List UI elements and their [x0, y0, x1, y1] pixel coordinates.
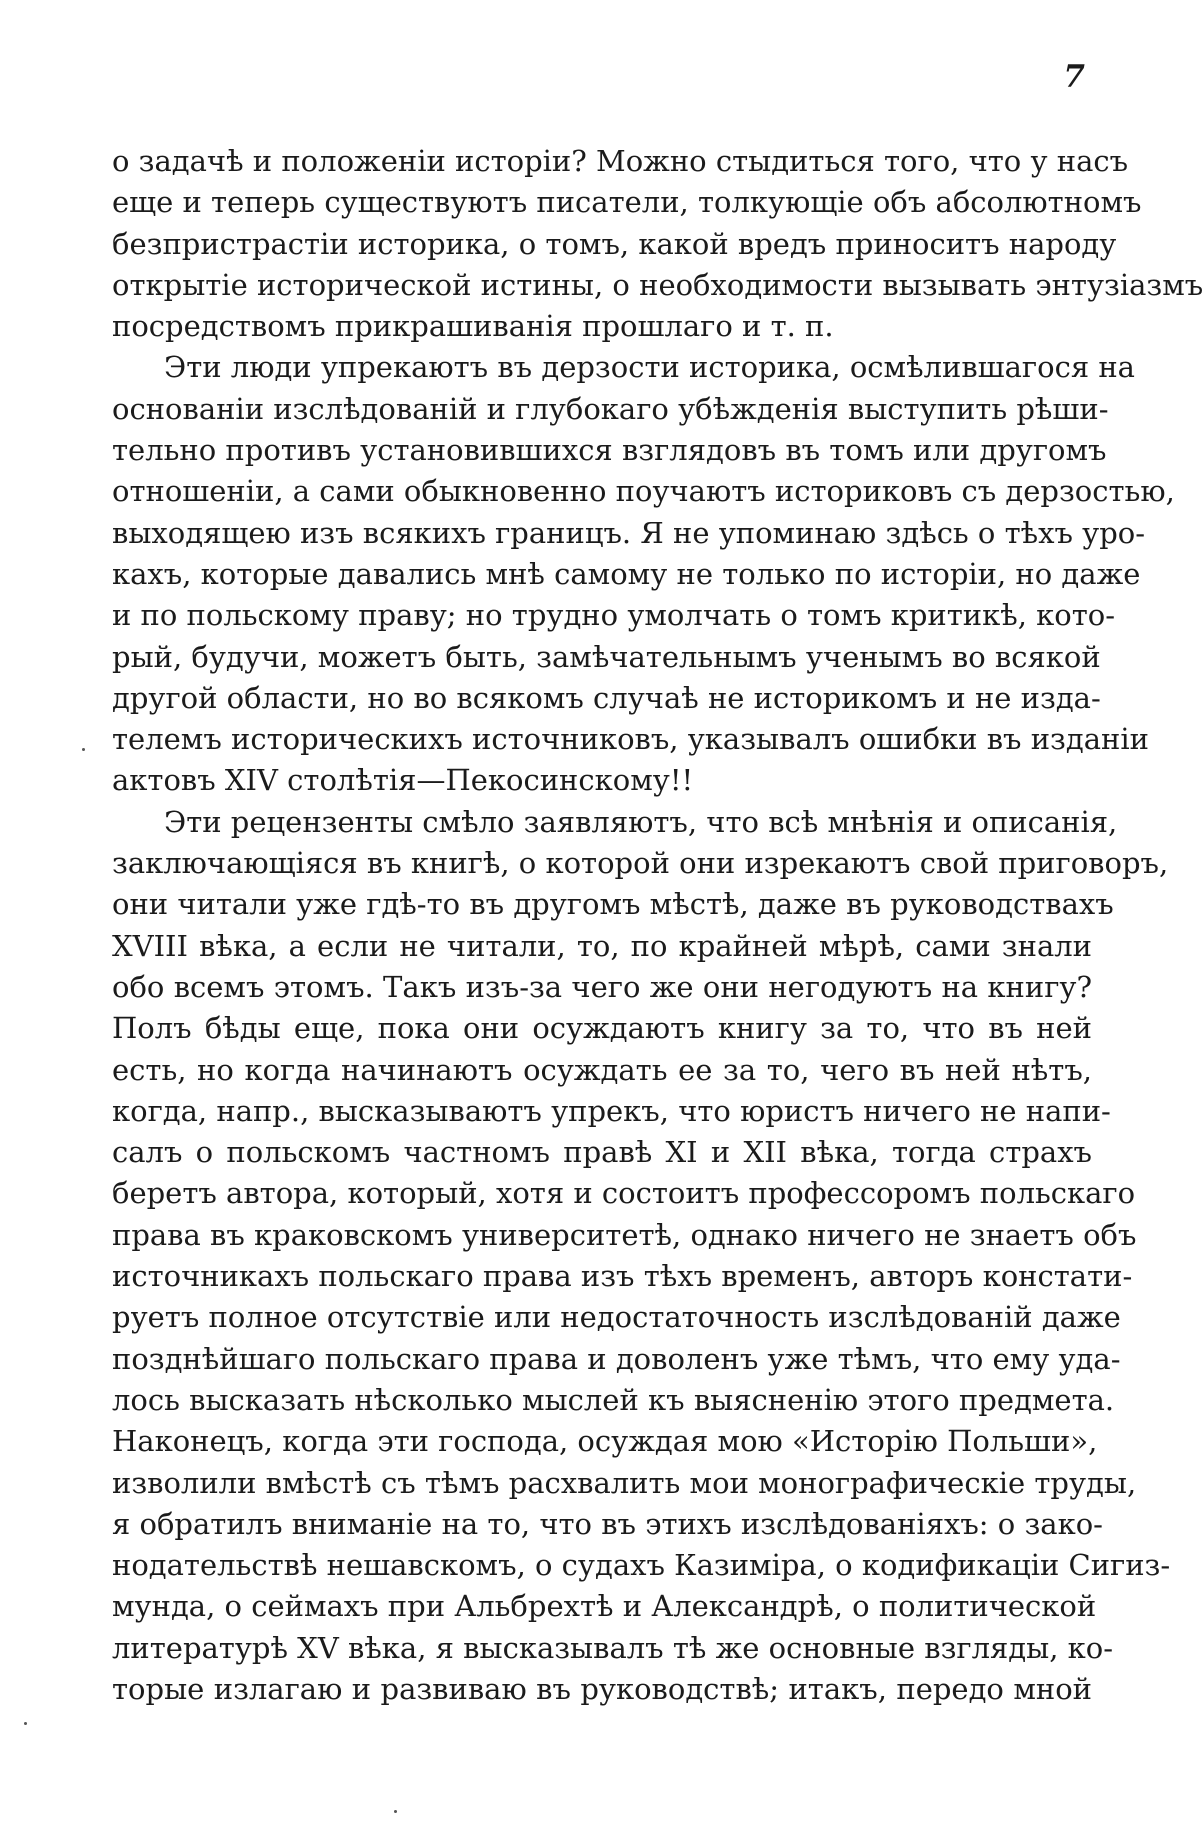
text-line: выходящею изъ всякихъ границъ. Я не упоминаю здѣсь о тѣхъ уро- — [112, 515, 1146, 550]
scan-speck — [394, 1810, 397, 1813]
text-line: я обратилъ вниманіе на то, что въ этихъ изслѣдованіяхъ: о зако- — [112, 1506, 1103, 1541]
body-text — [112, 141, 1203, 1710]
text-line: нодательствѣ нешавскомъ, о судахъ Казиміра, о кодификаціи Сигиз- — [112, 1548, 1171, 1583]
text-line: источникахъ польскаго права изъ тѣхъ временъ, авторъ констати- — [112, 1259, 1133, 1294]
text-line: отношеніи, а сами обыкновенно поучаютъ историковъ съ дерзостью, — [112, 474, 1175, 509]
text-line: кахъ, которые давались мнѣ самому не только по исторіи, но даже — [112, 556, 1141, 591]
text-line: основаніи изслѣдованій и глубокаго убѣжденія выступить рѣши- — [112, 391, 1109, 426]
text-line: Эти рецензенты смѣло заявляютъ, что всѣ мнѣнія и описанія, — [164, 804, 1118, 839]
text-line: тельно противъ установившихся взглядовъ въ томъ или другомъ — [112, 433, 1107, 468]
scan-speck — [82, 748, 85, 751]
text-line: телемъ историческихъ источниковъ, указывалъ ошибки въ изданіи — [112, 722, 1149, 757]
text-line: еще и теперь существуютъ писатели, толкующіе объ абсолютномъ — [112, 185, 1142, 220]
text-line: другой области, но во всякомъ случаѣ не историкомъ и не изда- — [112, 680, 1101, 715]
text-line: о задачѣ и положеніи исторіи? Можно стыдиться того, что у насъ — [112, 144, 1129, 178]
text-line: Наконецъ, когда эти господа, осуждая мою «Исторію Польши», — [112, 1424, 1098, 1459]
text-line: права въ краковскомъ университетѣ, однако ничего не знаетъ объ — [112, 1217, 1137, 1252]
text-line: обо всемъ этомъ. Такъ изъ-за чего же они негодуютъ на книгу? — [112, 969, 1092, 1004]
text-line: заключающіяся въ книгѣ, о которой они изрекаютъ свой приговоръ, — [112, 846, 1169, 881]
text-line: Полъ бѣды еще, пока они осуждаютъ книгу за то, что въ ней — [112, 1011, 1092, 1046]
text-line: XVIII вѣка, а если не читали, то, по крайней мѣрѣ, сами знали — [112, 928, 1092, 963]
text-line: торые излагаю и развиваю въ руководствѣ; итакъ, передо мной — [112, 1671, 1092, 1706]
text-line: и по польскому праву; но трудно умолчать о томъ критикѣ, кото- — [112, 598, 1116, 633]
text-line: руетъ полное отсутствіе или недостаточность изслѣдованій даже — [112, 1300, 1121, 1335]
text-line: когда, напр., высказываютъ упрекъ, что юристъ ничего не напи- — [112, 1093, 1111, 1128]
text-line: они читали уже гдѣ-то въ другомъ мѣстѣ, даже въ руководствахъ — [112, 887, 1114, 922]
text-line: позднѣйшаго польскаго права и доволенъ уже тѣмъ, что ему уда- — [112, 1341, 1121, 1376]
scan-speck — [24, 1722, 27, 1725]
text-line: Эти люди упрекаютъ въ дерзости историка, осмѣлившагося на — [164, 350, 1135, 385]
text-line: безпристрастіи историка, о томъ, какой вредъ приноситъ народу — [112, 226, 1117, 261]
text-line: актовъ XIV столѣтія—Пекосинскому!! — [112, 763, 694, 798]
text-line: беретъ автора, который, хотя и состоитъ профессоромъ польскаго — [112, 1176, 1136, 1211]
text-line: литературѣ XV вѣка, я высказывалъ тѣ же основные взгляды, ко- — [112, 1630, 1114, 1665]
text-line: салъ о польскомъ частномъ правѣ XI и XII вѣка, тогда страхъ — [112, 1135, 1092, 1170]
text-line: изволили вмѣстѣ съ тѣмъ расхвалить мои монографическіе труды, — [112, 1465, 1137, 1500]
page-number: 7 — [1063, 59, 1085, 95]
text-line: посредствомъ прикрашиванія прошлаго и т. п. — [112, 309, 834, 344]
text-line: есть, но когда начинаютъ осуждать ее за то, чего въ ней нѣтъ, — [112, 1052, 1092, 1087]
text-line: лось высказать нѣсколько мыслей къ выясненію этого предмета. — [112, 1382, 1115, 1417]
text-line: мунда, о сеймахъ при Альбрехтѣ и Александрѣ, о политической — [112, 1589, 1097, 1624]
text-line: рый, будучи, можетъ быть, замѣчательнымъ ученымъ во всякой — [112, 639, 1101, 674]
text-line: открытіе исторической истины, о необходимости вызывать энтузіазмъ — [112, 267, 1203, 302]
